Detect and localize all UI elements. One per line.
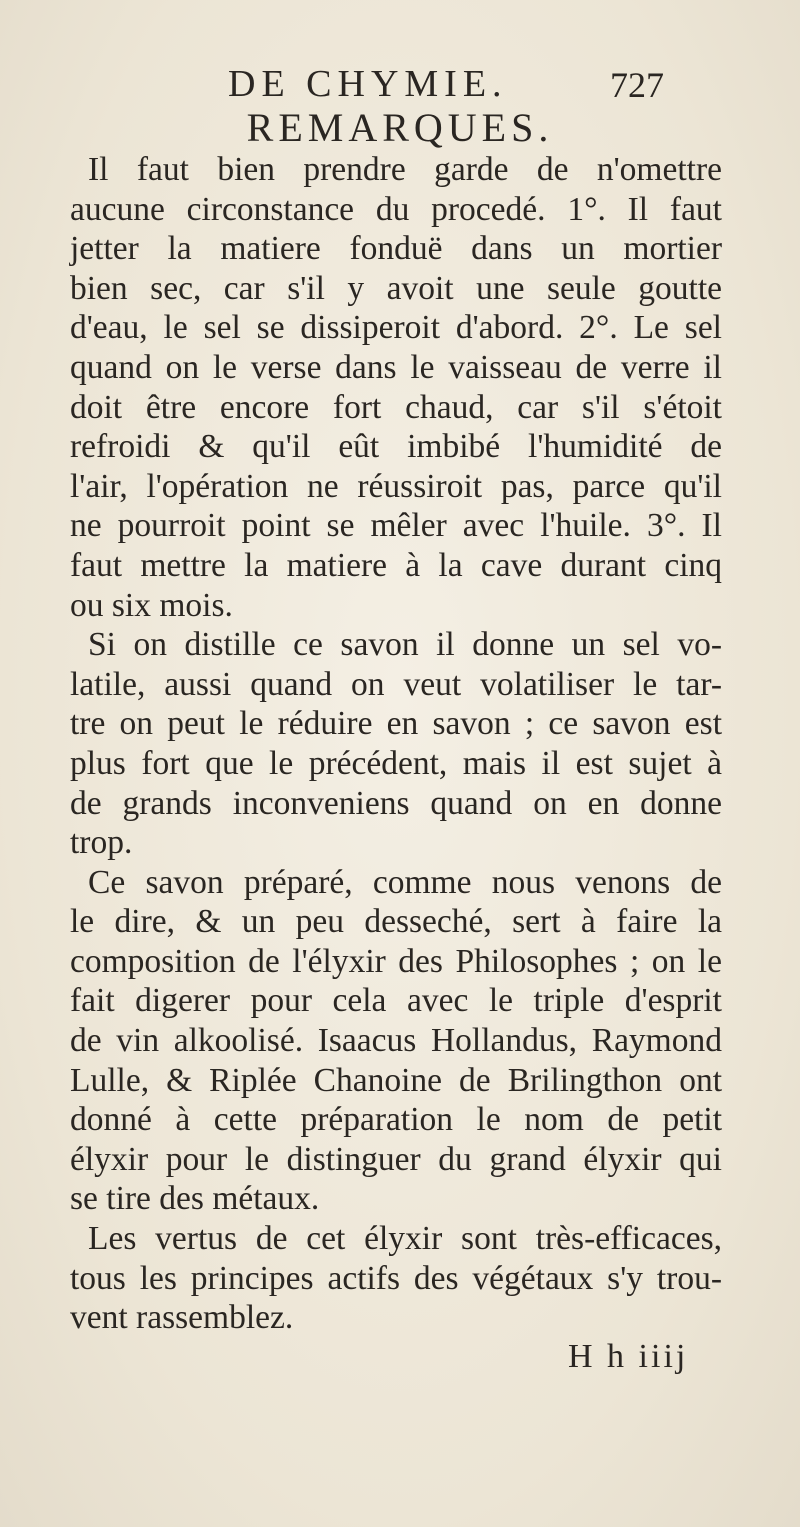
text-line: le dire, & un peu desseché, sert à faire la [70, 903, 722, 941]
text-line: donné à cette préparation le nom de petit [70, 1101, 722, 1139]
text-line: fait digerer pour cela avec le triple d'esprit [70, 982, 722, 1020]
body-text [70, 150, 722, 1338]
text-line: d'eau, le sel se dissiperoit d'abord. 2°. Le sel [70, 309, 722, 347]
text-line: faut mettre la matiere à la cave durant cinq [70, 546, 722, 584]
text-line: bien sec, car s'il y avoit une seule goutte [70, 269, 722, 307]
text-line: Ce savon préparé, comme nous venons de [88, 863, 722, 901]
text-line: l'air, l'opération ne réussiroit pas, parce qu'il [70, 467, 722, 505]
text-line: jetter la matiere fonduë dans un mortier [70, 230, 722, 268]
text-line: latile, aussi quand on veut volatiliser le tar- [70, 665, 722, 703]
text-line: Il faut bien prendre garde de n'omettre [88, 151, 722, 188]
text-line: tre on peut le réduire en savon ; ce savon est [70, 705, 722, 743]
text-line: trop. [70, 824, 133, 862]
page-number: 727 [610, 65, 664, 105]
running-head-title: DE CHYMIE. [228, 63, 508, 105]
text-line: quand on le verse dans le vaisseau de verre il [70, 348, 722, 386]
text-line: se tire des métaux. [70, 1180, 320, 1218]
text-line: refroidi & qu'il eût imbibé l'humidité de [70, 428, 722, 466]
text-line: ne pourroit point se mêler avec l'huile. 3°. Il [70, 507, 722, 545]
text-line: Si on distille ce savon il donne un sel vo- [88, 626, 722, 664]
section-heading: REMARQUES. [246, 105, 554, 150]
text-line: composition de l'élyxir des Philosophes ; on le [70, 942, 722, 980]
text-line: plus fort que le précédent, mais il est sujet à [70, 744, 722, 782]
text-line: tous les principes actifs des végétaux s'y trou- [70, 1259, 722, 1297]
text-line: de grands inconveniens quand on en donne [70, 784, 722, 822]
text-line: doit être encore fort chaud, car s'il s'étoit [70, 388, 722, 426]
signature-mark: H h iiij [568, 1338, 689, 1375]
text-line: Les vertus de cet élyxir sont très-efficaces, [88, 1220, 722, 1258]
text-line: de vin alkoolisé. Isaacus Hollandus, Raymond [70, 1022, 722, 1060]
text-line: ou six mois. [70, 586, 233, 624]
text-line: aucune circonstance du procedé. 1°. Il faut [70, 190, 722, 228]
text-line: élyxir pour le distinguer du grand élyxir qui [70, 1140, 722, 1178]
text-line: Lulle, & Riplée Chanoine de Brilingthon ont [70, 1061, 722, 1099]
text-line: vent rassemblez. [70, 1299, 294, 1337]
